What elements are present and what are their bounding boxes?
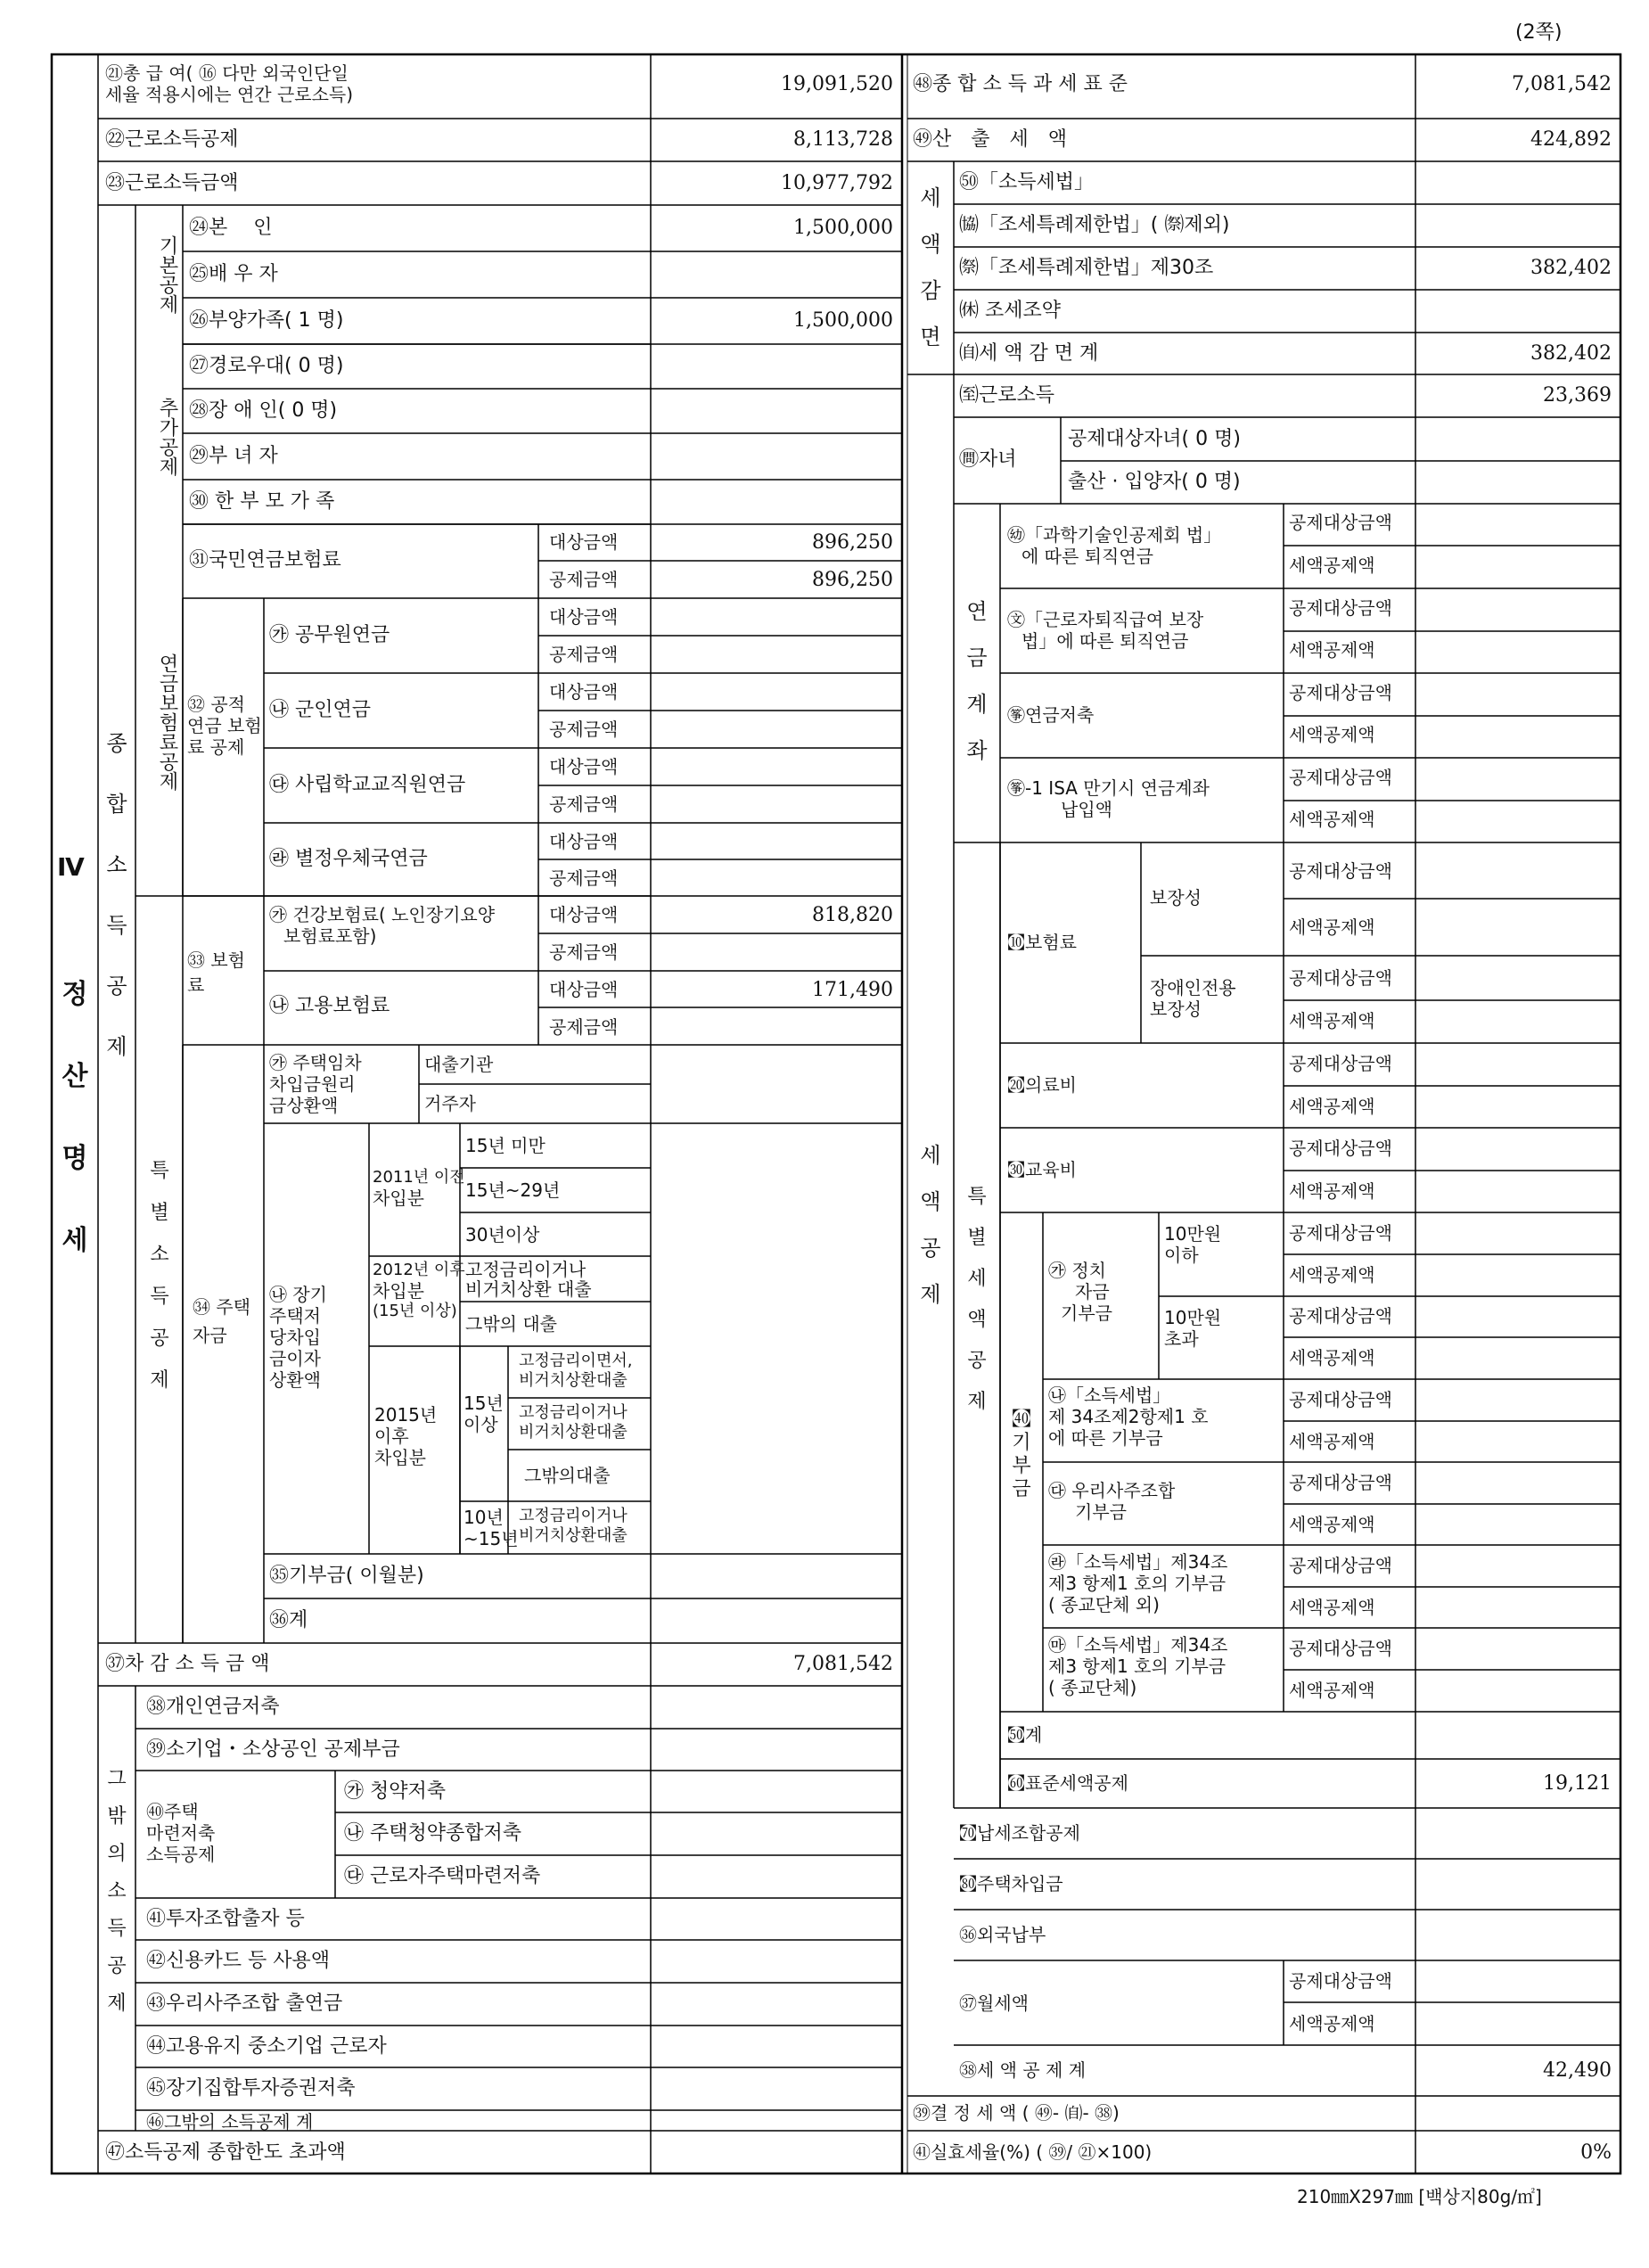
- r48-label: ㊽종 합 소 득 과 세 표 준: [913, 73, 1128, 95]
- y2015-label-1: 2015년: [374, 1404, 438, 1426]
- special-deduction-label: 특 별 소 득 공 제: [150, 1160, 169, 1392]
- r63b-label-2: 제 34조제2항제1 호: [1048, 1406, 1209, 1427]
- r44-label: ㊹고용유지 중소기업 근로자: [146, 2035, 387, 2058]
- r33a-target-label: 대상금액: [549, 904, 619, 925]
- r24-value: 1,500,000: [793, 217, 893, 239]
- r62-target-label: 공제대상금액: [1289, 1138, 1392, 1159]
- r65-value: 19,121: [1543, 1772, 1612, 1795]
- r33b-label: ㉯ 고용보험료: [269, 995, 390, 1017]
- r63b-target-label: 공제대상금액: [1289, 1389, 1392, 1410]
- r36-label: ㊱계: [269, 1609, 308, 1631]
- r40-label-2: 마련저축: [146, 1822, 216, 1844]
- r63a1-credit-label: 세액공제액: [1289, 1264, 1375, 1286]
- comprehensive-label: 종 합 소 득 공 제: [106, 731, 127, 1059]
- section-roman: Ⅳ: [57, 852, 85, 882]
- r31-deduct-label: 공제금액: [549, 569, 619, 590]
- r32d-label: ㉱ 별정우체국연금: [269, 848, 428, 870]
- r32a-target-label: 대상금액: [549, 606, 619, 628]
- r63e-label-2: 제3 항제1 호의 기부금: [1048, 1656, 1226, 1677]
- r63e-credit-label: 세액공제액: [1289, 1680, 1375, 1701]
- r63c-credit-label: 세액공제액: [1289, 1514, 1375, 1535]
- over15-label-1: 15년: [464, 1393, 504, 1414]
- r63a1-target-label: 공제대상금액: [1289, 1222, 1392, 1244]
- r59-1-label-2: 납입액: [1061, 799, 1112, 820]
- r63d-label-1: ㉱「소득세법」제34조: [1048, 1551, 1228, 1573]
- other-loan2-label: 그밖의대출: [524, 1465, 611, 1486]
- r58-credit-label: 세액공제액: [1289, 639, 1375, 661]
- r56a-label: 공제대상자녀( 0 명): [1068, 428, 1241, 450]
- r58-label-1: ㉆「근로자퇴직급여 보장: [1007, 609, 1204, 630]
- y15-29-label: 15년~29년: [465, 1179, 561, 1201]
- r63a-label-3: 기부금: [1061, 1302, 1112, 1324]
- r69-credit-label: 세액공제액: [1289, 2013, 1375, 2034]
- r62-label: ㉊교육비: [1007, 1159, 1077, 1180]
- reduction-label: 세 액 감 면: [920, 185, 941, 349]
- r62-credit-label: 세액공제액: [1289, 1180, 1375, 1202]
- pension-account-label: 연 금 계 좌: [966, 599, 988, 763]
- r21-label-1: ㉑총 급 여( ⑯ 다만 외국인단일: [105, 62, 349, 84]
- lender-label: 대출기관: [424, 1054, 494, 1075]
- r59-1-label-1: ㉇-1 ISA 만기시 연금계좌: [1007, 777, 1210, 799]
- fixed-or-1: 고정금리이거나: [519, 1403, 628, 1422]
- r60-label: ㉈보험료: [1007, 932, 1077, 953]
- r63d-label-3: ( 종교단체 외): [1048, 1594, 1160, 1615]
- r59-label: ㉇연금저축: [1007, 704, 1095, 726]
- r63e-label-3: ( 종교단체): [1048, 1677, 1137, 1698]
- under15-label: 15년 미만: [465, 1135, 546, 1156]
- r71-label: ㊴결 정 세 액 ( ㊾- ㉂- ㊳): [913, 2102, 1120, 2124]
- r39-label: ㊴소기업・소상공인 공제부금: [146, 1738, 400, 1761]
- r33a-label-2: 보험료포함): [283, 925, 377, 947]
- resident-label: 거주자: [424, 1093, 476, 1114]
- r49-value: 424,892: [1530, 128, 1612, 151]
- r63c-label-1: ㉰ 우리사주조합: [1048, 1480, 1176, 1501]
- r33b-target-label: 대상금액: [549, 979, 619, 1000]
- r70-value: 42,490: [1543, 2059, 1612, 2082]
- r60b-credit-label: 세액공제액: [1289, 1010, 1375, 1031]
- r31-deduct-value: 896,250: [812, 569, 893, 591]
- r55-value: 23,369: [1543, 384, 1612, 407]
- fixed-or-nonpay-2: 비거치상환 대출: [465, 1278, 592, 1300]
- r60a-target-label: 공제대상금액: [1289, 860, 1392, 882]
- r35-label: ㉟기부금( 이월분): [269, 1565, 424, 1587]
- other-loan-label: 그밖의 대출: [465, 1313, 557, 1335]
- r34a-label-1: ㉮ 주택임차: [269, 1052, 362, 1073]
- r60b-target-label: 공제대상금액: [1289, 967, 1392, 989]
- r40-label-1: ㊵주택: [146, 1801, 199, 1822]
- r51-label: ㈿「조세특례제한법」( ㉀제외): [959, 214, 1230, 236]
- r26-value: 1,500,000: [793, 309, 893, 332]
- r69-target-label: 공제대상금액: [1289, 1970, 1392, 1992]
- fixed-or-nonpay-1: 고정금리이거나: [465, 1259, 587, 1280]
- r50-label: ㊿「소득세법」: [959, 171, 1095, 193]
- r69-label: ㊲월세액: [959, 1993, 1029, 2014]
- r41-label: ㊶투자조합출자 등: [146, 1908, 305, 1930]
- other-deduction-label: 그 밖 의 소 득 공 제: [107, 1768, 127, 2015]
- r45-label: ㊺장기집합투자증권저축: [146, 2077, 356, 2100]
- r81-value: 0%: [1580, 2141, 1612, 2164]
- r34b-label-2: 주택저: [269, 1305, 321, 1327]
- credit-label: 세 액 공 제: [920, 1143, 941, 1307]
- r63c-label-2: 기부금: [1075, 1501, 1127, 1523]
- r63a-label-1: ㉮ 정치: [1048, 1260, 1106, 1281]
- r66-label: ㉎납세조합공제: [959, 1822, 1080, 1844]
- r61-label: ㉉의료비: [1007, 1074, 1077, 1096]
- r29-label: ㉙부 녀 자: [189, 445, 278, 467]
- r32d-target-label: 대상금액: [549, 831, 619, 852]
- housing-fund-label: ㉞ 주택 자금: [193, 1296, 250, 1346]
- r58-label-2: 법」에 따른 퇴직연금: [1021, 630, 1189, 652]
- y2011-label-2: 차입분: [373, 1187, 424, 1209]
- y10-15-label-2: ~15년: [464, 1528, 519, 1549]
- r40a-label: ㉮ 청약저축: [344, 1780, 447, 1803]
- disabled-label-1: 장애인전용: [1150, 977, 1236, 998]
- r63d-label-2: 제3 항제1 호의 기부금: [1048, 1573, 1226, 1594]
- pension-insurance-label: 연금보험료공제: [156, 653, 178, 791]
- r63b-credit-label: 세액공제액: [1289, 1431, 1375, 1452]
- r60a-credit-label: 세액공제액: [1289, 916, 1375, 938]
- over100k-1: 10만원: [1164, 1307, 1222, 1328]
- y2012-label-1: 2012년 이후: [373, 1261, 465, 1279]
- donation-label: ㉋ 기 부 금: [1011, 1409, 1031, 1500]
- r32b-target-label: 대상금액: [549, 681, 619, 703]
- r37-label: ㊲차 감 소 득 금 액: [105, 1653, 270, 1675]
- r63a2-target-label: 공제대상금액: [1289, 1305, 1392, 1327]
- r63c-target-label: 공제대상금액: [1289, 1472, 1392, 1493]
- r22-value: 8,113,728: [793, 128, 893, 151]
- r34b-label-4: 금이자: [269, 1348, 321, 1369]
- r22-label: ㉒근로소득공제: [105, 128, 239, 151]
- fixed-and-1: 고정금리이면서,: [519, 1352, 633, 1370]
- r43-label: ㊸우리사주조합 출연금: [146, 1993, 343, 2015]
- r21-label-2: 세율 적용시에는 연간 근로소득): [105, 84, 354, 105]
- r31-target-label: 대상금액: [549, 531, 619, 553]
- r34a-label-2: 차입금원리: [269, 1073, 356, 1095]
- r32c-label: ㉰ 사립학교교직원연금: [269, 774, 466, 796]
- r59-1-credit-label: 세액공제액: [1289, 809, 1375, 830]
- r40c-label: ㉰ 근로자주택마련저축: [344, 1865, 541, 1887]
- r33b-target-value: 171,490: [812, 979, 893, 1001]
- r52-value: 382,402: [1530, 257, 1612, 279]
- r59-credit-label: 세액공제액: [1289, 724, 1375, 745]
- over100k-2: 초과: [1164, 1328, 1199, 1350]
- r63a2-credit-label: 세액공제액: [1289, 1347, 1375, 1368]
- r38-label: ㊳개인연금저축: [146, 1696, 280, 1718]
- fixed-and-2: 비거치상환대출: [519, 1371, 628, 1390]
- r47-label: ㊼소득공제 종합한도 초과액: [105, 2141, 346, 2164]
- disabled-label-2: 보장성: [1150, 998, 1202, 1020]
- fixed-or-2: 비거치상환대출: [519, 1423, 628, 1442]
- y2012-label-3: (15년 이상): [373, 1302, 457, 1320]
- r59-1-target-label: 공제대상금액: [1289, 767, 1392, 788]
- r33a-target-value: 818,820: [812, 904, 893, 926]
- y2011-label-1: 2011년 이전: [373, 1168, 465, 1187]
- r34b-label-5: 상환액: [269, 1369, 321, 1391]
- under100k-2: 이하: [1164, 1245, 1199, 1266]
- r32b-label: ㉯ 군인연금: [269, 699, 372, 721]
- r61-target-label: 공제대상금액: [1289, 1053, 1392, 1074]
- r61-credit-label: 세액공제액: [1289, 1096, 1375, 1117]
- r32a-deduct-label: 공제금액: [549, 644, 619, 665]
- r37-value: 7,081,542: [793, 1653, 893, 1675]
- insurance-label: ㉝ 보험료: [187, 949, 245, 996]
- coverage-label: 보장성: [1150, 887, 1202, 908]
- r55-label: ㉃근로소득: [959, 384, 1055, 407]
- r33a-label-1: ㉮ 건강보험료( 노인장기요양: [269, 904, 496, 925]
- r67-label: ㉏주택차입금: [959, 1873, 1063, 1894]
- fixed-or-4: 비거치상환대출: [519, 1526, 628, 1545]
- r34b-label-1: ㉯ 장기: [269, 1284, 327, 1305]
- r32d-deduct-label: 공제금액: [549, 867, 619, 889]
- r30-label: ㉚ 한 부 모 가 족: [189, 490, 335, 513]
- r57-target-label: 공제대상금액: [1289, 512, 1392, 533]
- y2015-label-3: 차입분: [374, 1447, 426, 1468]
- r34a-label-3: 금상환액: [269, 1095, 339, 1116]
- r57-label-2: 에 따른 퇴직연금: [1021, 546, 1153, 567]
- r58-target-label: 공제대상금액: [1289, 597, 1392, 619]
- r46-label: ㊻그밖의 소득공제 계: [146, 2111, 314, 2132]
- r65-label: ㉍표준세액공제: [1007, 1772, 1128, 1794]
- r31-label: ㉛국민연금보험료: [189, 549, 341, 571]
- r40b-label: ㉯ 주택청약종합저축: [344, 1822, 522, 1845]
- r56b-label: 출산 · 입양자( 0 명): [1068, 471, 1241, 493]
- under100k-1: 10만원: [1164, 1223, 1222, 1245]
- r25-label: ㉕배 우 자: [189, 263, 278, 285]
- r31-target-value: 896,250: [812, 531, 893, 554]
- r63d-credit-label: 세액공제액: [1289, 1597, 1375, 1618]
- additional-deduction-label: 추가공제: [156, 398, 178, 476]
- r33a-deduct-label: 공제금액: [549, 941, 619, 963]
- r63a-label-2: 자금: [1075, 1281, 1110, 1302]
- r32b-deduct-label: 공제금액: [549, 719, 619, 740]
- r63e-label-1: ㉲「소득세법」제34조: [1048, 1634, 1228, 1656]
- r54-label: ㉂세 액 감 면 계: [959, 342, 1099, 365]
- r33b-deduct-label: 공제금액: [549, 1016, 619, 1038]
- r54-value: 382,402: [1530, 342, 1612, 365]
- r34b-label-3: 당차입: [269, 1327, 321, 1348]
- r23-value: 10,977,792: [781, 172, 893, 194]
- r32c-deduct-label: 공제금액: [549, 793, 619, 815]
- r42-label: ㊷신용카드 등 사용액: [146, 1950, 331, 1972]
- r24-label: ㉔본 인: [189, 217, 273, 239]
- r64-label: ㉌계: [1007, 1724, 1043, 1746]
- r68-label: ㊱외국납부: [959, 1924, 1046, 1945]
- over15-label-2: 이상: [464, 1414, 498, 1435]
- r63d-target-label: 공제대상금액: [1289, 1555, 1392, 1576]
- section-title: 정 산 명 세: [62, 979, 88, 1256]
- r32c-target-label: 대상금액: [549, 756, 619, 777]
- over30-label: 30년이상: [465, 1224, 540, 1245]
- paper-spec: 210㎜X297㎜ [백상지80g/㎡]: [1297, 2186, 1542, 2207]
- r32a-label: ㉮ 공무원연금: [269, 624, 390, 646]
- r63b-label-1: ㉯「소득세법」: [1048, 1385, 1171, 1406]
- r70-label: ㊳세 액 공 제 계: [959, 2059, 1087, 2081]
- r26-label: ㉖부양가족( 1 명): [189, 309, 344, 332]
- page-number: (2쪽): [1515, 21, 1563, 44]
- y2012-label-2: 차입분: [373, 1280, 424, 1302]
- r53-label: ㉁ 조세조약: [959, 300, 1062, 322]
- r57-credit-label: 세액공제액: [1289, 555, 1375, 576]
- r21-value: 19,091,520: [781, 73, 893, 95]
- r81-label: ㊶실효세율(%) ( ㊴/ ㉑×100): [913, 2141, 1153, 2163]
- r57-label-1: ㉅「과학기술인공제회 법」: [1007, 524, 1222, 546]
- r56-label: ㉄자녀: [959, 448, 1017, 471]
- y10-15-label-1: 10년: [464, 1507, 504, 1528]
- r52-label: ㉀「조세특례제한법」제30조: [959, 257, 1214, 279]
- y2015-label-2: 이후: [374, 1426, 409, 1447]
- r27-label: ㉗경로우대( 0 명): [189, 355, 344, 377]
- r48-value: 7,081,542: [1512, 73, 1612, 95]
- basic-deduction-label: 기본공제: [156, 235, 178, 314]
- r59-target-label: 공제대상금액: [1289, 682, 1392, 703]
- r63b-label-3: 에 따른 기부금: [1048, 1427, 1163, 1449]
- r28-label: ㉘장 애 인( 0 명): [189, 399, 338, 422]
- fixed-or-3: 고정금리이거나: [519, 1507, 628, 1525]
- special-credit-label: 특 별 세 액 공 제: [967, 1186, 987, 1413]
- r49-label: ㊾산 출 세 액: [913, 128, 1068, 151]
- public-pension-label: ㉜ 공적 연금 보험료 공제: [187, 694, 262, 758]
- r63e-target-label: 공제대상금액: [1289, 1638, 1392, 1659]
- r23-label: ㉓근로소득금액: [105, 172, 239, 194]
- r40-label-3: 소득공제: [146, 1844, 216, 1865]
